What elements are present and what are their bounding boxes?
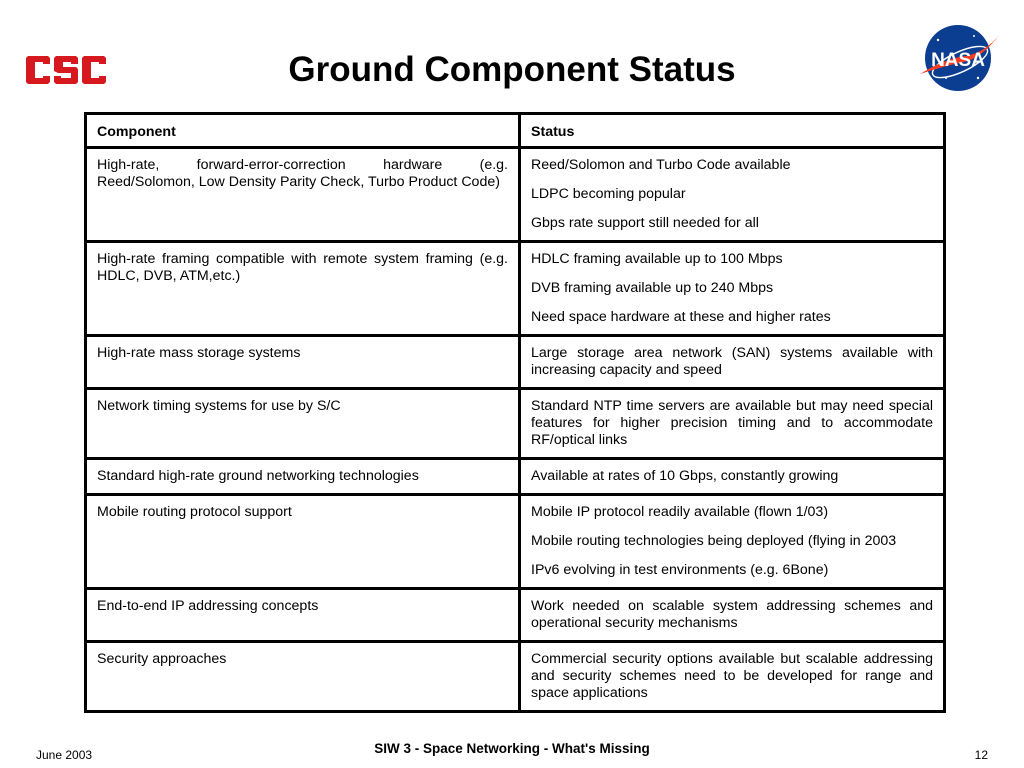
component-cell: Standard high-rate ground networking technologies bbox=[87, 460, 521, 496]
table-row bbox=[87, 243, 943, 337]
page-title: Ground Component Status bbox=[288, 50, 736, 89]
table-row bbox=[87, 149, 943, 243]
component-cell: End-to-end IP addressing concepts bbox=[87, 590, 521, 643]
status-cell: Commercial security options available but scalable addressing and security schemes need to be developed for range and space applications bbox=[531, 651, 933, 701]
component-cell: Network timing systems for use by S/C bbox=[87, 390, 521, 460]
component-cell: Security approaches bbox=[87, 643, 521, 710]
header-status: Status bbox=[521, 115, 943, 149]
component-cell: High-rate, forward-error-correction hardware (e.g. Reed/Solomon, Low Density Parity Check, Turbo Product Code) bbox=[87, 149, 521, 243]
table-row bbox=[87, 590, 943, 643]
status-cell: Large storage area network (SAN) systems available with increasing capacity and speed bbox=[521, 337, 943, 390]
footer-presentation-title: SIW 3 - Space Networking - What's Missing bbox=[374, 741, 650, 756]
status-cell: Reed/Solomon and Turbo Code available LDPC becoming popular Gbps rate support still needed for all bbox=[521, 149, 943, 243]
component-cell: Mobile routing protocol support bbox=[87, 496, 521, 590]
footer-date: June 2003 bbox=[36, 748, 93, 762]
header-component: Component bbox=[87, 115, 521, 149]
component-cell: High-rate mass storage systems bbox=[87, 337, 521, 390]
status-cell: Available at rates of 10 Gbps, constantly growing bbox=[521, 460, 943, 496]
status-cell: Mobile IP protocol readily available (flown 1/03) Mobile routing technologies being deployed (flying in 2003 IPv6 evolving in test environments (e.g. 6Bone) bbox=[521, 496, 943, 590]
table-row bbox=[87, 337, 943, 390]
status-cell: HDLC framing available up to 100 Mbps DVB framing available up to 240 Mbps Need space hardware at these and higher rates bbox=[521, 243, 943, 337]
table-header-row bbox=[87, 115, 943, 149]
table-row bbox=[87, 460, 943, 496]
status-cell: Work needed on scalable system addressing schemes and operational security mechanisms bbox=[521, 590, 943, 643]
status-table bbox=[84, 112, 940, 713]
nasa-logo-text: NASA bbox=[931, 50, 985, 71]
table-row bbox=[87, 496, 943, 590]
component-cell: High-rate framing compatible with remote system framing (e.g. HDLC, DVB, ATM,etc.) bbox=[87, 243, 521, 337]
table-row bbox=[87, 643, 943, 710]
table-row bbox=[87, 390, 943, 460]
status-cell: Standard NTP time servers are available but may need special features for higher precision timing and to accommodate RF/optical links bbox=[521, 390, 943, 460]
component-status-table bbox=[84, 112, 946, 713]
page-number: 12 bbox=[974, 748, 988, 762]
